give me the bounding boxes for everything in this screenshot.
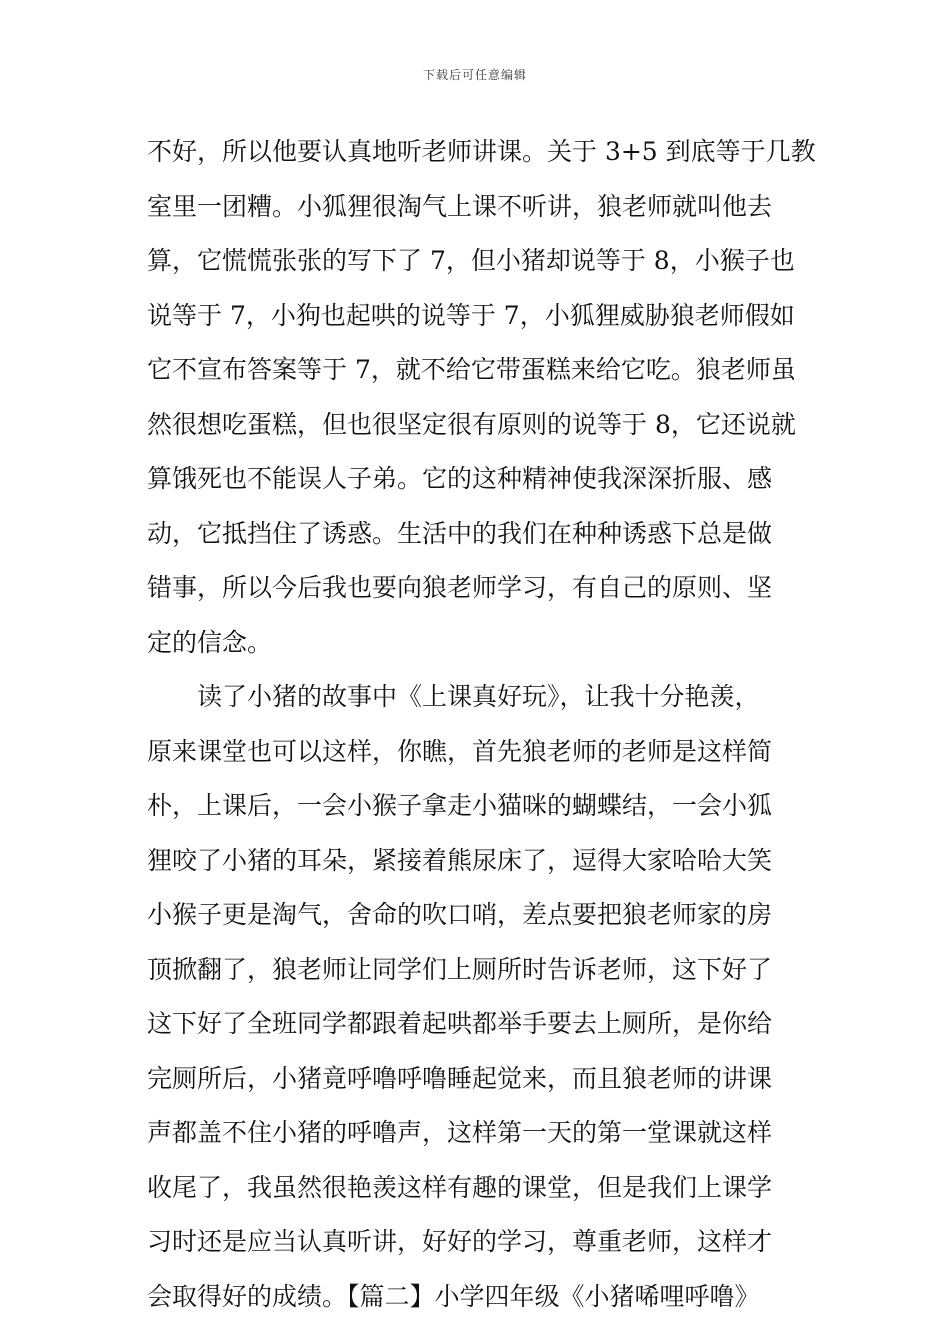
text-line: 错事，所以今后我也要向狼老师学习，有自己的原则、坚 <box>147 573 773 602</box>
text-line: 收尾了，我虽然很艳羡这样有趣的课堂，但是我们上课学 <box>147 1172 773 1202</box>
text-line: 习时还是应当认真听讲，好好的学习，尊重老师，这样才 <box>147 1227 773 1256</box>
text-line: 然很想吃蛋糕，但也很坚定很有原则的说等于 8，它还说就 <box>147 409 796 439</box>
text-line: 室里一团糟。小狐狸很淘气上课不听讲，狼老师就叫他去 <box>147 191 773 221</box>
text-line: 完厕所后，小猪竟呼噜呼噜睡起觉来，而且狼老师的讲课 <box>147 1063 773 1093</box>
text-line: 它不宣布答案等于 7，就不给它带蛋糕来给它吃。狼老师虽 <box>147 355 796 384</box>
paragraph-1 <box>147 129 817 674</box>
text-line: 动，它抵挡住了诱惑。生活中的我们在种种诱惑下总是做 <box>147 518 773 548</box>
text-line: 朴，上课后，一会小猴子拿走小猫咪的蝴蝶结，一会小狐 <box>147 791 773 820</box>
text-line-indented: 读了小猪的故事中《上课真好玩》，让我十分艳羡， <box>197 682 760 711</box>
text-line: 算饿死也不能误人子弟。它的这种精神使我深深折服、感 <box>147 464 773 493</box>
text-line: 小猴子更是淘气，舍命的吹口哨，差点要把狼老师家的房 <box>147 900 773 929</box>
text-line: 不好，所以他要认真地听老师讲课。关于 3+5 到底等于几教 <box>147 137 816 166</box>
text-line: 定的信念。 <box>147 627 273 657</box>
text-line: 狸咬了小猪的耳朵，紧接着熊尿床了，逗得大家哈哈大笑 <box>147 845 773 875</box>
text-line: 会取得好的成绩。【篇二】小学四年级《小猪唏哩呼噜》 <box>147 1281 760 1311</box>
text-line: 算，它慌慌张张的写下了 7，但小猪却说等于 8，小猴子也 <box>147 246 795 275</box>
document-body <box>147 129 817 1328</box>
text-line: 说等于 7，小狗也起哄的说等于 7，小狐狸威胁狼老师假如 <box>147 300 795 330</box>
text-line: 声都盖不住小猪的呼噜声，这样第一天的第一堂课就这样 <box>147 1118 773 1147</box>
text-line: 这下好了全班同学都跟着起哄都举手要去上厕所，是你给 <box>147 1009 773 1038</box>
text-line: 原来课堂也可以这样，你瞧，首先狼老师的老师是这样简 <box>147 736 773 766</box>
text-line: 顶掀翻了，狼老师让同学们上厕所时告诉老师，这下好了 <box>147 954 773 984</box>
paragraph-2 <box>147 674 817 1328</box>
page-header: 下载后可任意编辑 <box>422 68 527 82</box>
